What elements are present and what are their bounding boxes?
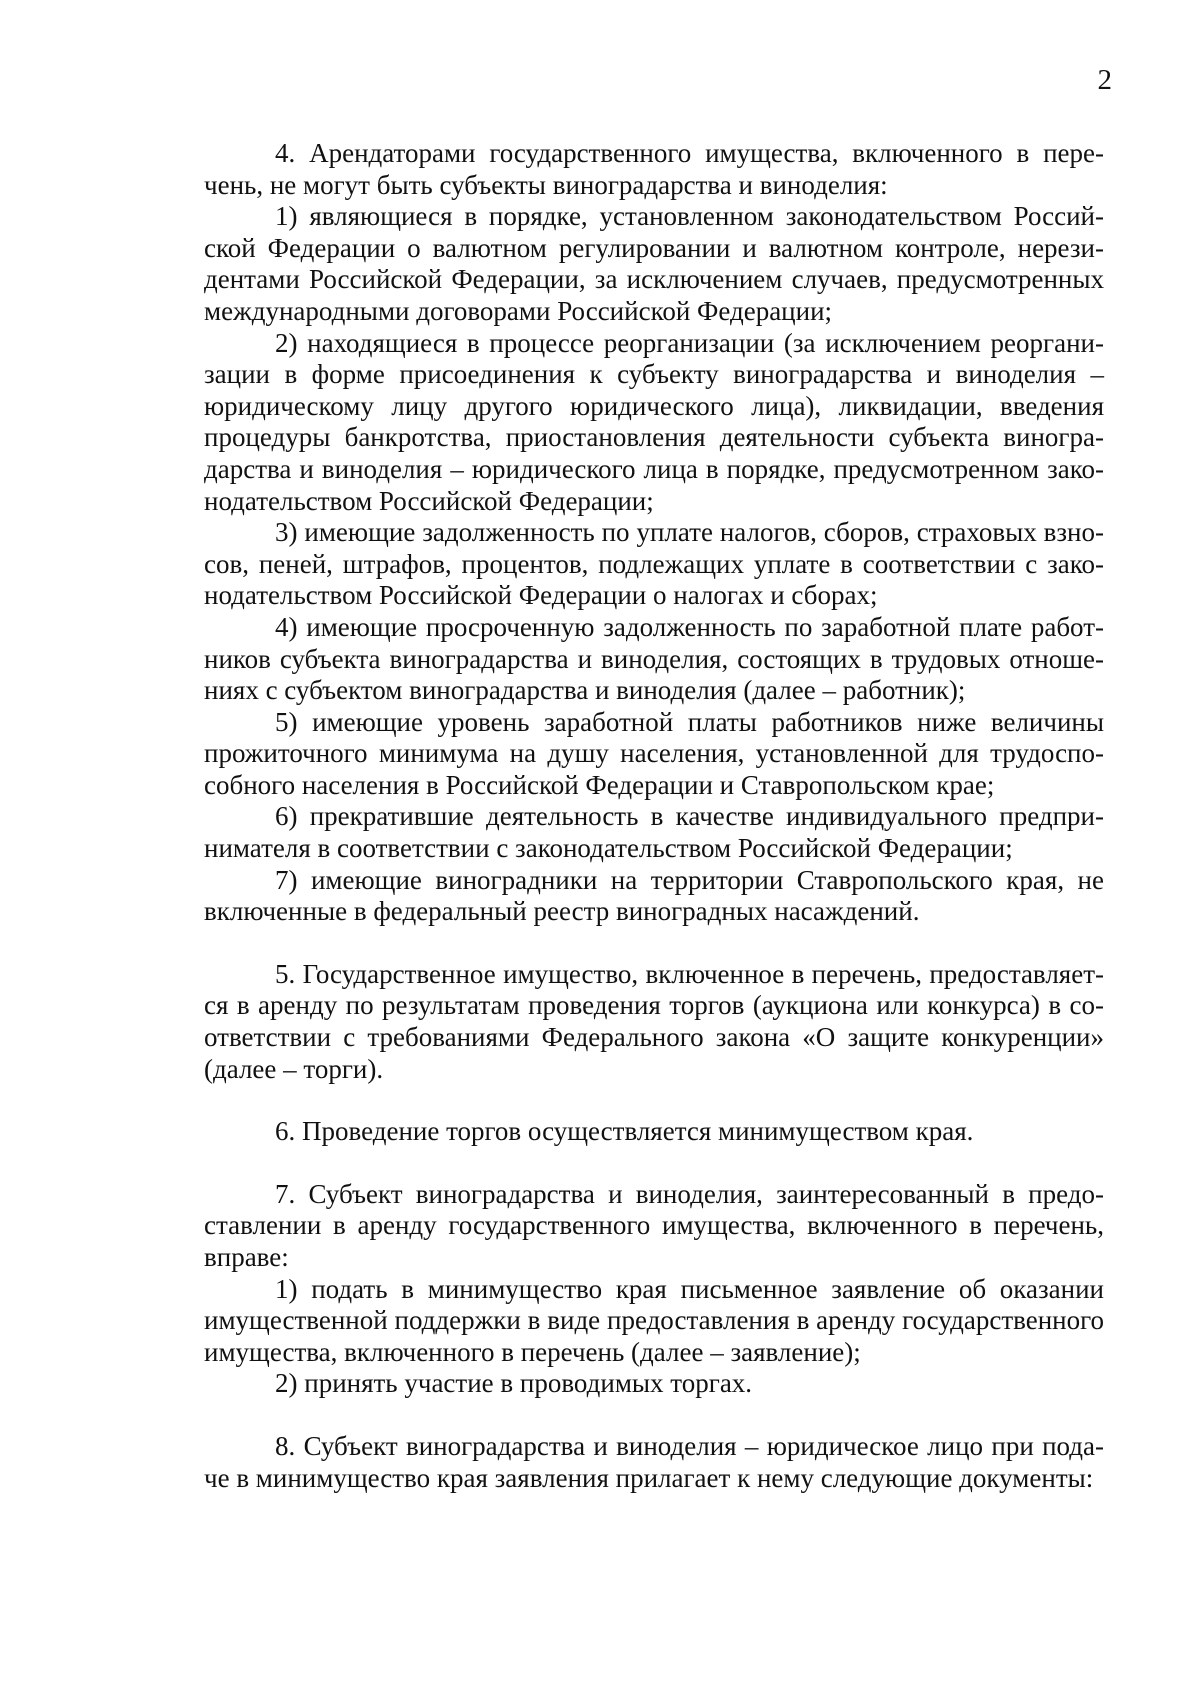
paragraph-4-item-1: 1) являющиеся в порядке, установленном законодательством Российской Федерации о валютном регулировании и валютном контроле, нерезидентами Российской Федерации, за исключением случаев, предусмотренных международными договорами Российской Федерации; <box>204 201 1104 326</box>
paragraph-4-item-3: 3) имеющие задолженность по уплате налогов, сборов, страховых взносов, пеней, штрафов, процентов, подлежащих уплате в соответствии с законодательством Российской Федерации о налогах и сборах; <box>204 517 1104 611</box>
paragraph-5: 5. Государственное имущество, включенное в перечень, предоставляется в аренду по результатам проведения торгов (аукциона или конкурса) в соответствии с требованиями Федерального закона «О защите конкуренции» (далее – торги). <box>204 958 1104 1084</box>
paragraph-4-item-6: 6) прекратившие деятельность в качестве индивидуального предпринимателя в соответствии с законодательством Российской Федерации; <box>204 801 1104 864</box>
paragraph-7-item-1: 1) подать в минимущество края письменное заявление об оказании имущественной поддержки в виде предоставления в аренду государственного имущества, включенного в перечень (далее – заявление); <box>204 1273 1104 1367</box>
paragraph-4-item-4: 4) имеющие просроченную задолженность по заработной плате работников субъекта виноградарства и виноделия, состоящих в трудовых отношениях с субъектом виноградарства и виноделия (далее – работник); <box>204 611 1104 706</box>
paragraph-7: 7. Субъект виноградарства и виноделия, заинтересованный в предоставлении в аренду государственного имущества, включенного в перечень, вправе: <box>204 1178 1104 1272</box>
paragraph-4-item-2: 2) находящиеся в процессе реорганизации (за исключением реорганизации в форме присоединения к субъекту виноградарства и виноделия – юридическому лицу другого юридического лица), ликвидации, введения процедуры банкротства, приостановления деятельности субъекта виноградарства и виноделия – юридического лица в порядке, предусмотренном законодательством Российской Федерации; <box>204 327 1104 516</box>
paragraph-4-item-7: 7) имеющие виноградники на территории Ставропольского края, не включенные в федеральный реестр виноградных насаждений. <box>204 864 1104 927</box>
document-body <box>204 138 1104 1494</box>
page-number: 2 <box>1097 64 1112 96</box>
paragraph-4-item-5: 5) имеющие уровень заработной платы работников ниже величины прожиточного минимума на душу населения, установленной для трудоспособного населения в Российской Федерации и Ставропольском крае; <box>204 706 1104 800</box>
paragraph-4: 4. Арендаторами государственного имущества, включенного в перечень, не могут быть субъекты виноградарства и виноделия: <box>204 138 1104 200</box>
paragraph-7-item-2: 2) принять участие в проводимых торгах. <box>275 1368 753 1399</box>
paragraph-6: 6. Проведение торгов осуществляется минимуществом края. <box>275 1116 974 1147</box>
paragraph-8: 8. Субъект виноградарства и виноделия – юридическое лицо при подаче в минимущество края заявления прилагает к нему следующие документы: <box>204 1430 1104 1493</box>
